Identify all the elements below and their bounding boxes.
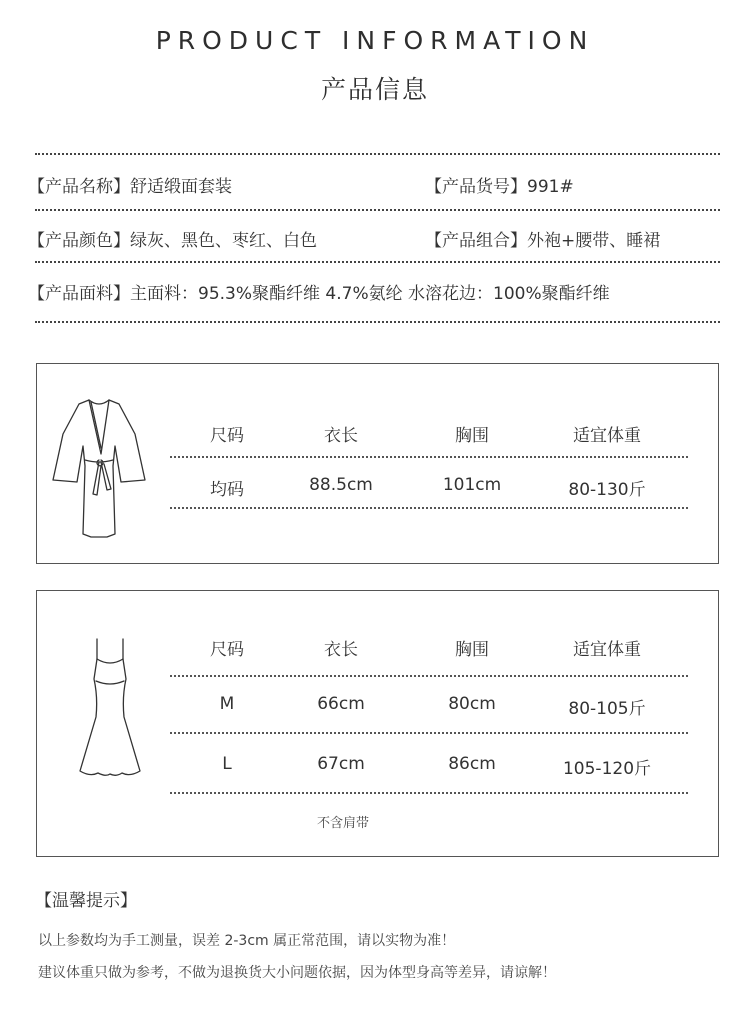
table-header-cell: 尺码 [210,640,244,660]
table-footnote: 不含肩带 [316,816,369,831]
product-name-label: 【产品名称】 [28,177,130,197]
table-cell: 66cm [317,694,365,714]
divider [35,153,720,155]
table-divider [170,732,688,734]
table-cell: 80-105斤 [568,699,646,719]
table-header-cell: 胸围 [455,640,489,660]
table-header-cell: 胸围 [455,426,489,446]
table-divider [170,792,688,794]
table-cell: 均码 [210,480,244,500]
table-cell: 67cm [317,754,365,774]
table-divider [170,456,688,458]
table-header-cell: 适宜体重 [573,426,641,446]
product-fabric-row [28,279,610,304]
product-code-value: 991# [527,177,574,197]
table-cell: 80cm [448,694,496,714]
product-combo-row [425,226,660,251]
product-combo-value: 外袍+腰带、睡裙 [527,231,661,251]
robe-size-table [36,363,719,564]
table-header-cell: 衣长 [324,426,358,446]
page-title-english: PRODUCT INFORMATION [155,26,595,55]
product-name-value: 舒适缎面套装 [130,177,232,197]
notice-line: 以上参数均为手工测量，误差 2-3cm 属正常范围，请以实物为准！ [38,933,456,949]
product-name-row [28,172,232,197]
product-code-label: 【产品货号】 [425,177,527,197]
slip-dress-icon [70,629,150,779]
product-code-row [425,172,574,197]
table-cell: 105-120斤 [562,759,652,779]
page-title: 产品信息 [320,75,429,104]
table-cell: L [222,754,232,774]
table-cell: 86cm [448,754,496,774]
product-fabric-label: 【产品面料】 [28,284,130,304]
divider [35,321,720,323]
notice-line: 建议体重只做为参考，不做为退换货大小问题依据，因为体型身高等差异，请谅解！ [38,965,556,981]
table-divider [170,675,688,677]
product-color-value: 绿灰、黑色、枣红、白色 [130,231,317,251]
product-color-label: 【产品颜色】 [28,231,130,251]
table-header-cell: 适宜体重 [573,640,641,660]
table-cell: M [219,694,235,714]
table-cell: 80-130斤 [568,480,646,500]
table-header-cell: 衣长 [324,640,358,660]
product-color-row [28,226,317,251]
product-combo-label: 【产品组合】 [425,231,527,251]
robe-icon [49,394,149,544]
table-header-cell: 尺码 [210,426,244,446]
divider [35,261,720,263]
product-fabric-value: 主面料：95.3%聚酯纤维 4.7%氨纶 水溶花边：100%聚酯纤维 [130,284,610,304]
table-cell: 101cm [442,475,502,495]
table-divider [170,507,688,509]
table-cell: 88.5cm [309,475,373,495]
divider [35,209,720,211]
notice-heading: 【温馨提示】 [35,891,137,911]
